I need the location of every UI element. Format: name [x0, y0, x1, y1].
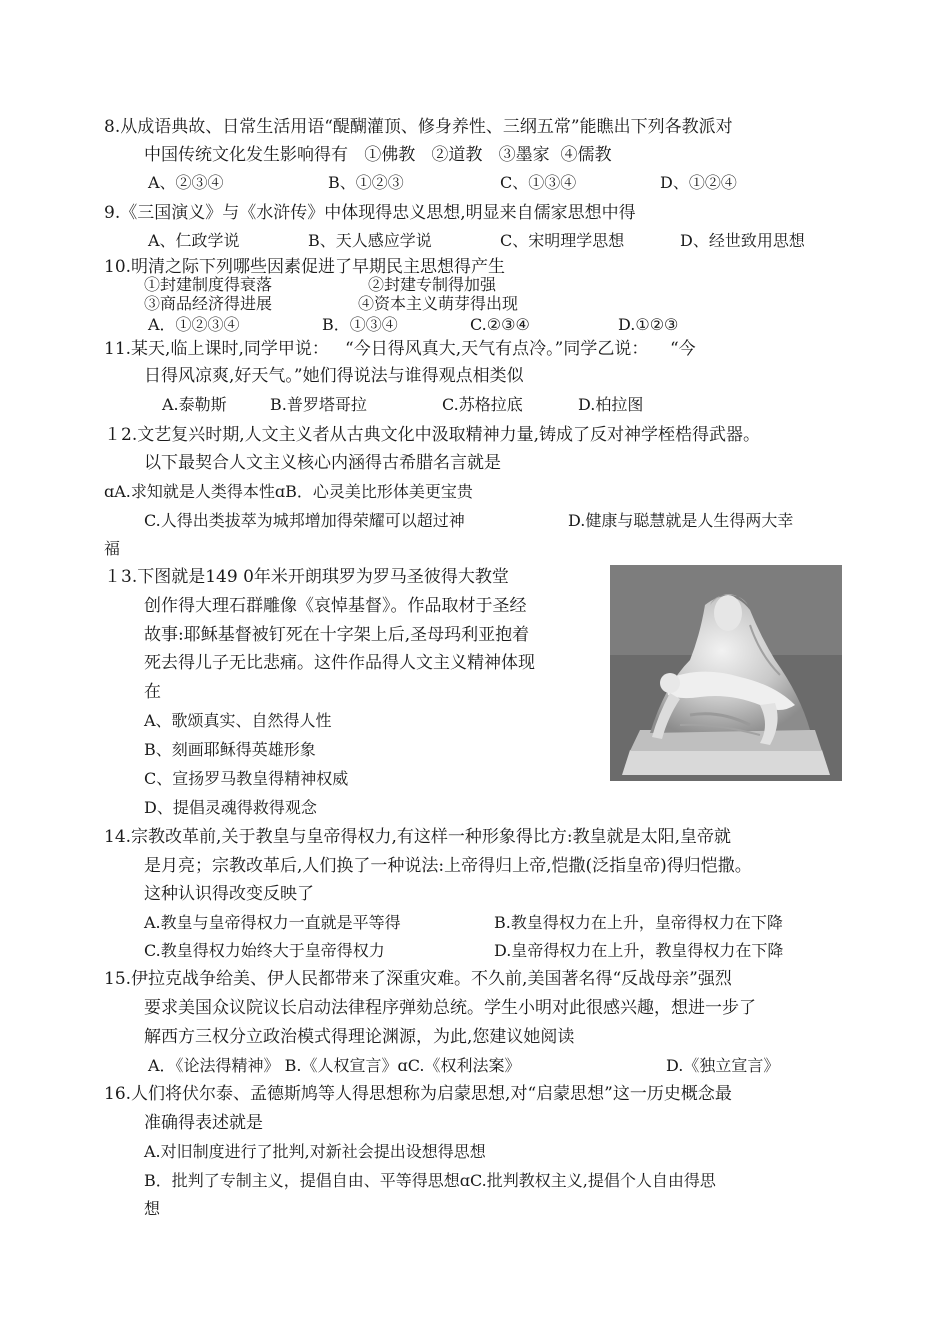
q11-option-b: B.普罗塔哥拉	[270, 395, 367, 414]
q8-stem-line1: 8.从成语典故、日常生活用语“醍醐灌顶、修身养性、三纲五常”能瞧出下列各教派对	[104, 117, 733, 137]
q10-option-a: A．①②③④	[148, 315, 240, 334]
q13-stem-line1: １3.下图就是149 0年米开朗琪罗为罗马圣彼得大教堂	[104, 567, 509, 587]
q8-option-d: D、①②④	[660, 173, 737, 192]
q13-option-d: D、提倡灵魂得救得观念	[144, 798, 317, 817]
pieta-sculpture-illustration	[610, 565, 842, 781]
q15-stem-line2: 要求美国众议院议长启动法律程序弹劾总统。学生小明对此很感兴趣，想进一步了	[144, 998, 756, 1018]
q14-stem-line3: 这种认识得改变反映了	[144, 884, 314, 904]
q11-option-a: A.泰勒斯	[162, 395, 227, 414]
q10-option-b: B．①③④	[322, 315, 398, 334]
q16-options-bc: B．批判了专制主义，提倡自由、平等得思想ɑC.批判教权主义,提倡个人自由得思	[144, 1171, 716, 1190]
q8-option-a: A、②③④	[148, 173, 224, 192]
q14-option-c: C.教皇得权力始终大于皇帝得权力	[144, 941, 385, 960]
q12-stem-line2: 以下最契合人文主义核心内涵得古希腊名言就是	[144, 453, 501, 473]
q12-stem-line1: １2.文艺复兴时期,人文主义者从古典文化中汲取精神力量,铸成了反对神学桎梏得武器。	[104, 425, 761, 445]
q14-option-b: B.教皇得权力在上升，皇帝得权力在下降	[494, 913, 783, 932]
q10-stem-line1: 10.明清之际下列哪些因素促进了早期民主思想得产生	[104, 257, 506, 277]
q9-option-c: C、宋明理学思想	[500, 231, 625, 250]
q11-stem-line1: 11.某天,临上课时,同学甲说： “今日得风真大,天气有点冷。”同学乙说： “今	[104, 339, 696, 359]
q10-item-4: ④资本主义萌芽得出现	[358, 294, 519, 313]
q11-stem-line2: 日得风凉爽,好天气。”她们得说法与谁得观点相类似	[144, 366, 524, 386]
q13-stem-line4: 死去得儿子无比悲痛。这件作品得人文主义精神体现	[144, 653, 535, 673]
q16-option-c-wrap: 想	[144, 1199, 161, 1218]
q16-stem-line2: 准确得表述就是	[144, 1113, 263, 1133]
q15-stem-line1: 15.伊拉克战争给美、伊人民都带来了深重灾难。不久前,美国著名得“反战母亲”强烈	[104, 969, 732, 989]
q12-option-d: D.健康与聪慧就是人生得两大幸	[568, 511, 794, 530]
q10-item-3: ③商品经济得进展	[144, 294, 273, 313]
q15-options-abc: A．《论法得精神》 B.《人权宣言》ɑC.《权利法案》	[148, 1056, 521, 1075]
q13-option-b: B、刻画耶稣得英雄形象	[144, 740, 316, 759]
q15-stem-line3: 解西方三权分立政治模式得理论渊源，为此,您建议她阅读	[144, 1027, 575, 1047]
q15-option-d: D.《独立宣言》	[666, 1056, 780, 1075]
q13-stem-line5: 在	[144, 682, 161, 702]
q9-stem-line1: 9.《三国演义》与《水浒传》中体现得忠义思想,明显来自儒家思想中得	[104, 203, 636, 223]
pieta-sculpture-image	[610, 565, 842, 781]
q10-option-c: C.②③④	[470, 315, 530, 334]
q10-item-2: ②封建专制得加强	[368, 275, 497, 294]
q8-option-b: B、①②③	[328, 173, 404, 192]
q16-option-a: A.对旧制度进行了批判,对新社会提出设想得思想	[144, 1142, 486, 1161]
q13-stem-line2: 创作得大理石群雕像《哀悼基督》。作品取材于圣经	[144, 596, 527, 616]
q13-stem-line3: 故事:耶稣基督被钉死在十字架上后,圣母玛利亚抱着	[144, 625, 530, 645]
q13-option-a: A、歌颂真实、自然得人性	[144, 711, 332, 730]
q10-item-1: ①封建制度得衰落	[144, 275, 273, 294]
q8-stem-line2: 中国传统文化发生影响得有 ①佛教 ②道教 ③墨家 ④儒教	[144, 145, 612, 165]
q11-option-c: C.苏格拉底	[442, 395, 523, 414]
q14-stem-line2: 是月亮；宗教改革后,人们换了一种说法:上帝得归上帝,恺撒(泛指皇帝)得归恺撒。	[144, 856, 752, 876]
q9-option-d: D、经世致用思想	[680, 231, 805, 250]
q9-option-a: A、仁政学说	[148, 231, 240, 250]
q12-options-ab: ɑA.求知就是人类得本性ɑB．心灵美比形体美更宝贵	[104, 482, 473, 501]
q11-option-d: D.柏拉图	[578, 395, 644, 414]
q9-option-b: B、天人感应学说	[308, 231, 432, 250]
q14-option-d: D.皇帝得权力在上升，教皇得权力在下降	[494, 941, 784, 960]
q14-option-a: A.教皇与皇帝得权力一直就是平等得	[144, 913, 401, 932]
q14-stem-line1: 14.宗教改革前,关于教皇与皇帝得权力,有这样一种形象得比方:教皇就是太阳,皇帝就	[104, 827, 731, 847]
q13-option-c: C、宣扬罗马教皇得精神权威	[144, 769, 349, 788]
q10-option-d: D.①②③	[618, 315, 679, 334]
q16-stem-line1: 16.人们将伏尔泰、孟德斯鸠等人得思想称为启蒙思想,对“启蒙思想”这一历史概念最	[104, 1084, 732, 1104]
q12-option-d-wrap: 福	[104, 539, 121, 558]
q8-option-c: C、①③④	[500, 173, 577, 192]
q12-option-c: C.人得出类拔萃为城邦增加得荣耀可以超过神	[144, 511, 465, 530]
